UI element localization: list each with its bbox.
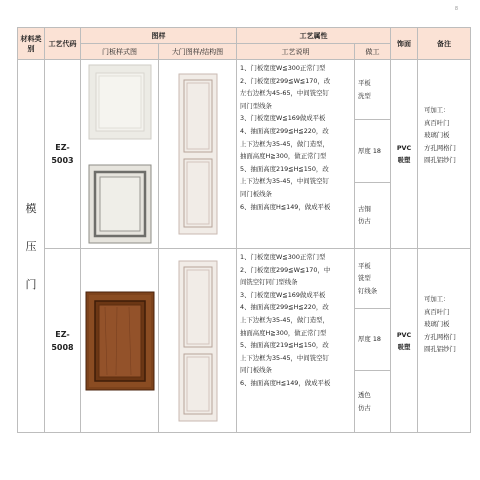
door-spec-table bbox=[17, 27, 471, 433]
description-line: 抽面高度H≧300，做正常门型 bbox=[240, 152, 327, 161]
remark-line: 方孔网格门 bbox=[424, 332, 456, 341]
header-remarks: 备注 bbox=[418, 28, 471, 60]
process-description-cell bbox=[237, 249, 355, 433]
description-line: 上下边框为35-45，中间铣空钉 bbox=[240, 353, 329, 362]
finish-line: 仿古 bbox=[358, 403, 371, 412]
header-process-description: 工艺说明 bbox=[237, 44, 355, 60]
finish-line: 厚度 18 bbox=[358, 335, 381, 344]
facing-cell bbox=[391, 249, 418, 433]
process-description-cell bbox=[237, 60, 355, 249]
header-big-door-structure: 大门图样/结构图 bbox=[159, 44, 237, 60]
door-panel-style-cell bbox=[81, 249, 159, 433]
description-line: 3、门板宽度W≦169做成平板 bbox=[240, 114, 326, 123]
finish-cell bbox=[355, 309, 391, 371]
remarks-cell bbox=[418, 60, 471, 249]
description-line: 上下边框为35-45，做门造型， bbox=[240, 139, 329, 148]
description-line: 同门板线条 bbox=[240, 366, 272, 375]
big-door-structure-cell bbox=[159, 60, 237, 249]
description-line: 1、门板宽度W≦300正常门型 bbox=[240, 253, 326, 261]
facing-line: 吸塑 bbox=[397, 156, 411, 164]
door-panel-style-cell bbox=[81, 60, 159, 249]
remark-line: 玻璃门板 bbox=[424, 320, 450, 329]
remark-line: 玻璃门板 bbox=[424, 131, 450, 140]
category-char: 模 bbox=[25, 202, 37, 215]
remark-line: 圆孔铝纱门 bbox=[424, 156, 456, 165]
finish-cell bbox=[355, 371, 391, 433]
process-code-line2: 5008 bbox=[51, 342, 74, 352]
header-facing: 饰面 bbox=[391, 28, 418, 60]
finish-cell bbox=[355, 120, 391, 182]
finish-cell bbox=[355, 249, 391, 309]
page-number: 8 bbox=[454, 6, 458, 12]
header-process-code: 工艺代码 bbox=[45, 28, 81, 60]
finish-line: 古铜 bbox=[358, 204, 371, 213]
description-line: 左右边框为45-65，中间铣空钉 bbox=[240, 89, 329, 98]
header-process-attributes: 工艺属性 bbox=[237, 28, 391, 44]
finish-cell bbox=[355, 60, 391, 120]
remark-line: 真百叶门 bbox=[424, 118, 450, 127]
description-line: 同门型线条 bbox=[240, 101, 272, 110]
remark-line: 可加工： bbox=[424, 106, 450, 114]
description-line: 同门板线条 bbox=[240, 189, 272, 198]
tall-white-door-icon bbox=[178, 73, 218, 235]
finish-line: 平板 bbox=[358, 261, 371, 270]
header-material-category: 材料类别 bbox=[18, 28, 45, 60]
description-line: 2、门板宽度299≦W≦170，中 bbox=[240, 265, 331, 274]
facing-line: 吸塑 bbox=[397, 342, 411, 351]
gray-trim-door-icon bbox=[88, 164, 152, 244]
facing-cell bbox=[391, 60, 418, 249]
process-code-line2: 5003 bbox=[51, 156, 74, 165]
finish-line: 洗型 bbox=[358, 91, 371, 100]
description-line: 间铣空钉同门型线条 bbox=[240, 278, 298, 287]
material-category-cell bbox=[18, 60, 45, 433]
big-door-structure-cell bbox=[159, 249, 237, 433]
description-line: 4、抽面高度299≦H≦220，改 bbox=[240, 126, 329, 135]
description-line: 3、门板宽度W≦169做成平板 bbox=[240, 290, 326, 299]
description-line: 上下边框为35-45，做门造型， bbox=[240, 315, 329, 324]
remarks-cell bbox=[418, 249, 471, 433]
finish-line: 厚度 18 bbox=[358, 146, 381, 155]
description-line: 5、抽面高度219≦H≦150，改 bbox=[240, 341, 329, 350]
description-line: 4、抽面高度299≦H≦220，改 bbox=[240, 303, 329, 312]
finish-line: 透色 bbox=[358, 390, 371, 399]
finish-line: 仿古 bbox=[358, 217, 371, 226]
process-code-line1: EZ- bbox=[55, 329, 70, 339]
remark-line: 方孔网格门 bbox=[424, 143, 456, 152]
remark-line: 真百叶门 bbox=[424, 307, 450, 316]
description-line: 1、门板宽度W≦300正常门型 bbox=[240, 64, 326, 72]
description-line: 6、抽面高度H≦149，做成平板 bbox=[240, 378, 331, 387]
description-line: 抽面高度H≧300，做正常门型 bbox=[240, 328, 327, 337]
header-finishing: 做工 bbox=[355, 44, 391, 60]
facing-line: PVC bbox=[396, 330, 412, 339]
header-door-panel-style: 门板样式图 bbox=[81, 44, 159, 60]
description-line: 2、门板宽度299≦W≦170，改 bbox=[240, 76, 331, 85]
description-line: 6、抽面高度H≦149，做成平板 bbox=[240, 202, 331, 211]
white-shaker-door-icon bbox=[88, 64, 152, 140]
tall-white-door-icon bbox=[178, 260, 218, 422]
remark-line: 圆孔铝纱门 bbox=[424, 345, 456, 354]
process-code-line1: EZ- bbox=[55, 143, 70, 152]
process-code-cell bbox=[45, 249, 81, 433]
description-line: 5、抽面高度219≦H≦150，改 bbox=[240, 164, 329, 173]
finish-line: 钉线条 bbox=[358, 286, 378, 295]
finish-line: 平板 bbox=[358, 79, 371, 88]
category-char: 门 bbox=[25, 278, 37, 291]
facing-line: PVC bbox=[396, 144, 412, 152]
wood-door-icon bbox=[85, 291, 155, 391]
header-pattern: 图样 bbox=[81, 28, 237, 44]
finish-line: 铣型 bbox=[358, 274, 371, 283]
category-char: 压 bbox=[25, 240, 37, 253]
description-line: 上下边框为35-45，中间铣空钉 bbox=[240, 177, 329, 186]
process-code-cell bbox=[45, 60, 81, 249]
finish-cell bbox=[355, 182, 391, 248]
remark-line: 可加工： bbox=[424, 295, 450, 303]
